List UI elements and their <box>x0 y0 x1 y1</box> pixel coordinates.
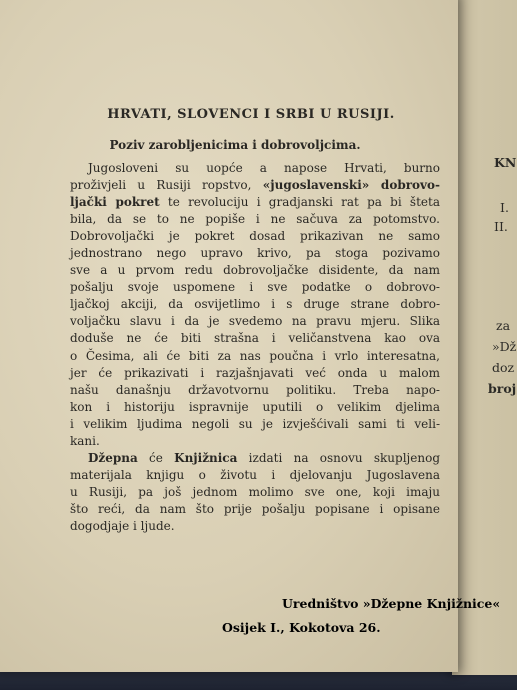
adjacent-page-text: II. <box>494 219 508 234</box>
document-subtitle: Poziv zarobljenicima i dobrovoljcima. <box>109 138 361 152</box>
text-line: voljačku slavu i da je svedemo na pravu mjeru. Slika <box>70 314 440 329</box>
signature-address: Osijek I., Kokotova 26. <box>222 620 381 635</box>
text-line: jednostrano nego upravo krivo, pa stoga pozivamo <box>70 246 440 261</box>
document-body <box>70 107 440 535</box>
adjacent-page-text: »Dž <box>492 339 517 354</box>
paragraph-2 <box>70 450 440 535</box>
text-line: sve a u prvom redu dobrovoljačke disidente, da nam <box>70 263 440 278</box>
text-line: ljačkoj akciji, da osvijetlimo i s druge strane dobro- <box>70 297 440 312</box>
text-line: Džepna će Knjižnica izdati na osnovu skupljenog <box>88 450 441 465</box>
text-line: Dobrovoljački je pokret dosad prikazivan ne samo <box>70 229 440 244</box>
text-line: proživjeli u Rusiji ropstvo, «jugoslavenski» dobrovo- <box>70 178 441 193</box>
signature-publisher: Uredništvo »Džepne Knjižnice« <box>282 596 501 611</box>
text-line: ljački pokret te revoluciju i gradjanski rat pa bi šteta <box>70 195 440 210</box>
text-line: našu današnju državotvornu politiku. Treba napo- <box>70 382 440 397</box>
adjacent-page-text: I. <box>500 200 509 215</box>
text-line: i velikim ljudima negoli su je izvješćivali sami ti veli- <box>70 416 440 431</box>
text-line: dogodjaje i ljude. <box>70 518 175 533</box>
adjacent-page-text: doz <box>492 360 515 375</box>
document-title: HRVATI, SLOVENCI I SRBI U RUSIJI. <box>107 107 395 122</box>
adjacent-page-text: broj <box>488 381 517 396</box>
text-line: jer će prikazivati i razjašnjavati već onda u malom <box>70 365 440 380</box>
text-line: o Česima, ali će biti za nas poučna i vrlo interesatna, <box>70 348 440 363</box>
text-line: materijala knjigu o životu i djelovanju Jugoslavena <box>70 467 440 482</box>
text-line: u Rusiji, pa još jednom molimo sve one, koji imaju <box>70 484 440 499</box>
adjacent-page-text: za <box>496 318 511 333</box>
text-line: Jugosloveni su uopće a napose Hrvati, burno <box>88 161 440 175</box>
adjacent-page-text: KN <box>494 155 517 170</box>
text-line: kon i historiju ispravnije uputili o velikim djelima <box>70 399 440 414</box>
text-line: doduše ne će biti strašna i veličanstvena kao ova <box>70 331 440 346</box>
text-line: pošalju svoje uspomene i sve podatke o dobrovo- <box>70 280 440 295</box>
text-line: bila, da se to ne popiše i ne sačuva za potomstvo. <box>70 212 440 227</box>
adjacent-page <box>452 0 517 675</box>
paragraph-1 <box>70 160 440 450</box>
text-line: što reći, da nam što prije pošalju popisane i opisane <box>70 501 440 516</box>
text-line: kani. <box>70 433 100 448</box>
